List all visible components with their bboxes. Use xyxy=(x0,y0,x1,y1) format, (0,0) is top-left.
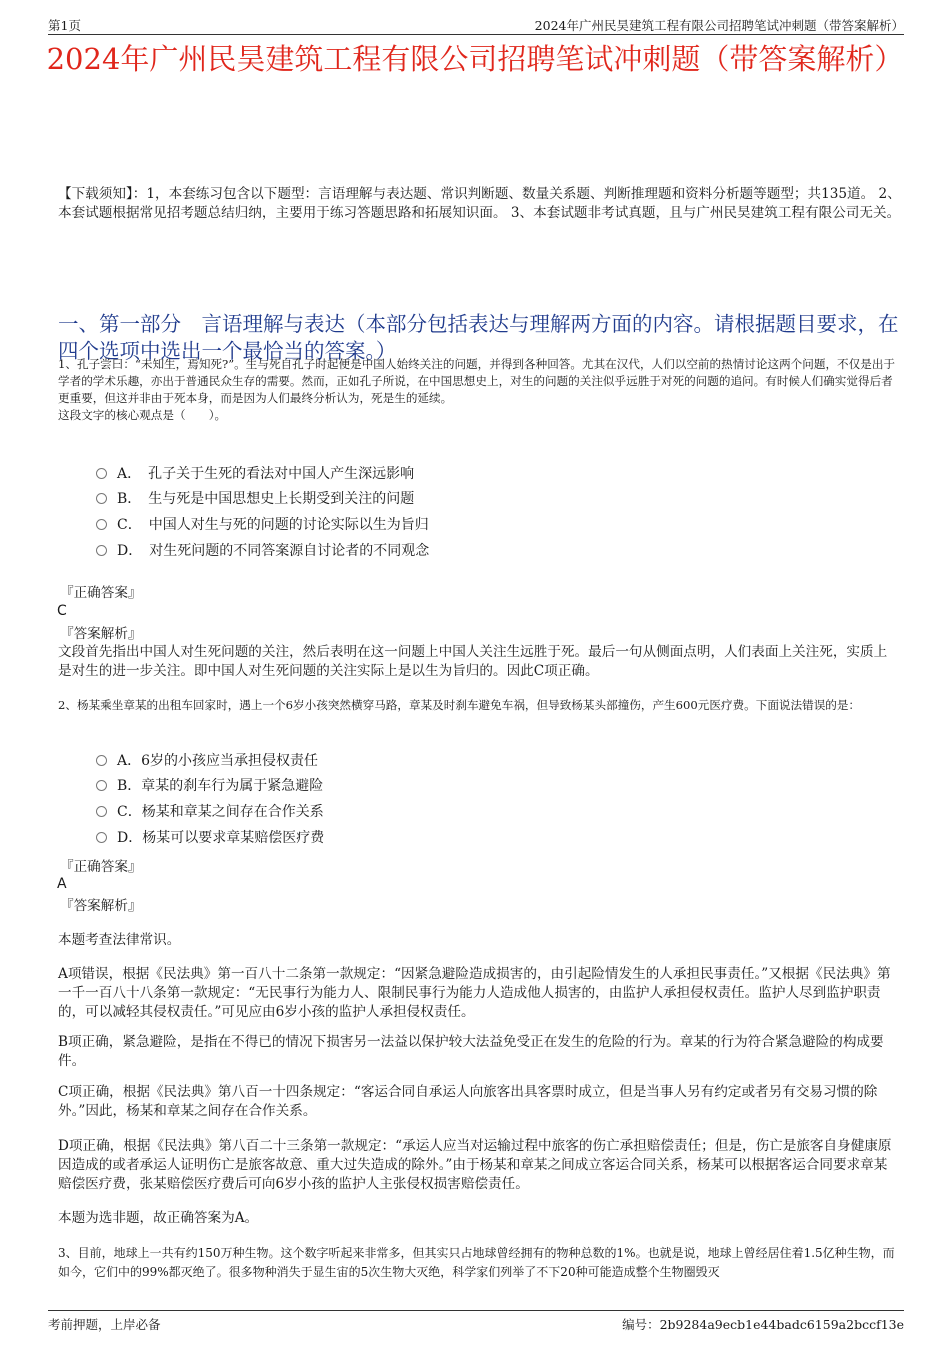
radio-icon[interactable] xyxy=(96,545,107,556)
q1-option-b[interactable]: B． 生与死是中国思想史上长期受到关注的问题 xyxy=(96,489,414,509)
q2-option-d[interactable]: D．杨某可以要求章某赔偿医疗费 xyxy=(96,828,324,848)
q2-analysis-para: 本题为选非题，故正确答案为A。 xyxy=(58,1210,259,1226)
q2-analysis-label: 『答案解析』 xyxy=(60,898,142,914)
q1-answer-label: 『正确答案』 xyxy=(60,585,142,601)
question-1-stem: 1、孔子尝曰：“未知生，焉知死?”。生与死自孔子时起便是中国人始终关注的问题，并得到各种回答。尤其在汉代，人们以空前的热情讨论这两个问题，不仅是出于学者的学术乐趣，亦出于普通民众生存的需要。然而，正如孔子所说，在中国思想史上，对生的问题的关注似乎远胜于对死的问题的追问。有时候人们确实觉得后者更重要，但这并非由于死本身，而是因为人们最终分析认为，死是生的延续。 这段文字的核心观点是（ ）。 xyxy=(58,356,904,424)
radio-icon[interactable] xyxy=(96,832,107,843)
radio-icon[interactable] xyxy=(96,780,107,791)
q2-option-c[interactable]: C．杨某和章某之间存在合作关系 xyxy=(96,802,324,822)
q2-analysis-para: C项正确，根据《民法典》第八百一十四条规定：“客运合同自承运人向旅客出具客票时成立，但是当事人另有约定或者另有交易习惯的除外。”因此，杨某和章某之间存在合作关系。 xyxy=(58,1084,878,1119)
q1-option-a[interactable]: A． 孔子关于生死的看法对中国人产生深远影响 xyxy=(96,464,414,484)
radio-icon[interactable] xyxy=(96,806,107,817)
q1-analysis-label: 『答案解析』 xyxy=(60,626,142,642)
radio-icon[interactable] xyxy=(96,519,107,530)
document-title: 2024年广州民昊建筑工程有限公司招聘笔试冲刺题（带答案解析） xyxy=(46,42,904,76)
q2-option-b[interactable]: B．章某的刹车行为属于紧急避险 xyxy=(96,776,323,796)
q1-answer: C xyxy=(57,603,67,619)
q1-option-d[interactable]: D． 对生死问题的不同答案源自讨论者的不同观念 xyxy=(96,541,429,561)
q2-answer-label: 『正确答案』 xyxy=(60,859,142,875)
radio-icon[interactable] xyxy=(96,493,107,504)
radio-icon[interactable] xyxy=(96,468,107,479)
page-footer xyxy=(48,1310,904,1331)
q2-analysis-para: D项正确，根据《民法典》第八百二十三条第一款规定：“承运人应当对运输过程中旅客的伤亡承担赔偿责任；但是，伤亡是旅客自身健康原因造成的或者承运人证明伤亡是旅客故意、重大过失造成的除外。”由于杨某和章某之间成立客运合同关系，杨某可以根据客运合同要求章某赔偿医疗费，张某赔偿医疗费后可向6岁小孩的监护人主张侵权损害赔偿责任。 xyxy=(58,1138,892,1192)
q2-option-a[interactable]: A．6岁的小孩应当承担侵权责任 xyxy=(96,751,318,771)
page-number: 第1页 xyxy=(48,18,81,33)
q2-analysis-para: B项正确，紧急避险，是指在不得已的情况下损害另一法益以保护较大法益免受正在发生的危险的行为。章某的行为符合紧急避险的构成要件。 xyxy=(58,1034,884,1069)
question-1-prompt: 这段文字的核心观点是（ ）。 xyxy=(58,408,227,422)
q1-option-c[interactable]: C． 中国人对生与死的问题的讨论实际以生为旨归 xyxy=(96,515,429,535)
q2-analysis-para: A项错误，根据《民法典》第一百八十二条第一款规定：“因紧急避险造成损害的，由引起险情发生的人承担民事责任。”又根据《民法典》第一千一百八十八条第一款规定：“无民事行为能力人、限制民事行为能力人造成他人损害的，由监护人承担侵权责任。监护人尽到监护职责的，可以减轻其侵权责任。”可见应由6岁小孩的监护人承担侵权责任。 xyxy=(58,966,891,1020)
q2-answer: A xyxy=(57,876,67,892)
question-2-stem: 2、杨某乘坐章某的出租车回家时，遇上一个6岁小孩突然横穿马路，章某及时刹车避免车祸，但导致杨某头部撞伤，产生600元医疗费。下面说法错误的是： xyxy=(58,698,861,712)
header-doc-title: 2024年广州民昊建筑工程有限公司招聘笔试冲刺题（带答案解析） xyxy=(534,18,904,33)
download-notice: 【下载须知】：1，本套练习包含以下题型：言语理解与表达题、常识判断题、数量关系题、判断推理题和资料分析题等题型；共135道。 2、本套试题根据常见招考题总结归纳，主要用于练习答题思路和拓展知识面。 3、本套试题非考试真题，且与广州民昊建筑工程有限公司无关。 xyxy=(58,186,901,221)
radio-icon[interactable] xyxy=(96,755,107,766)
q2-analysis-para: 本题考查法律常识。 xyxy=(58,932,181,948)
q1-analysis: 文段首先指出中国人对生死问题的关注，然后表明在这一问题上中国人关注生远胜于死。最后一句从侧面点明，人们表面上关注死，实质上是对生的进一步关注。即中国人对生死问题的关注实际上是以生为旨归的。因此C项正确。 xyxy=(58,644,888,679)
page-header xyxy=(48,14,904,35)
question-3-stem: 3、目前，地球上一共有约150万种生物。这个数字听起来非常多，但其实只占地球曾经拥有的物种总数的1%。也就是说，地球上曾经居住着1.5亿种生物，而如今，它们中的99%都灭绝了。很多物种消失于显生宙的5次生物大灭绝，科学家们列举了不下20种可能造成整个生物圈毁灭 xyxy=(58,1246,895,1279)
footer-serial: 编号：2b9284a9ecb1e44badc6159a2bccf13e xyxy=(622,1317,904,1332)
footer-slogan: 考前押题，上岸必备 xyxy=(48,1317,161,1332)
section-heading: 一、第一部分 言语理解与表达（本部分包括表达与理解两方面的内容。请根据题目要求，在四个选项中选出一个最恰当的答案。） xyxy=(58,312,899,363)
